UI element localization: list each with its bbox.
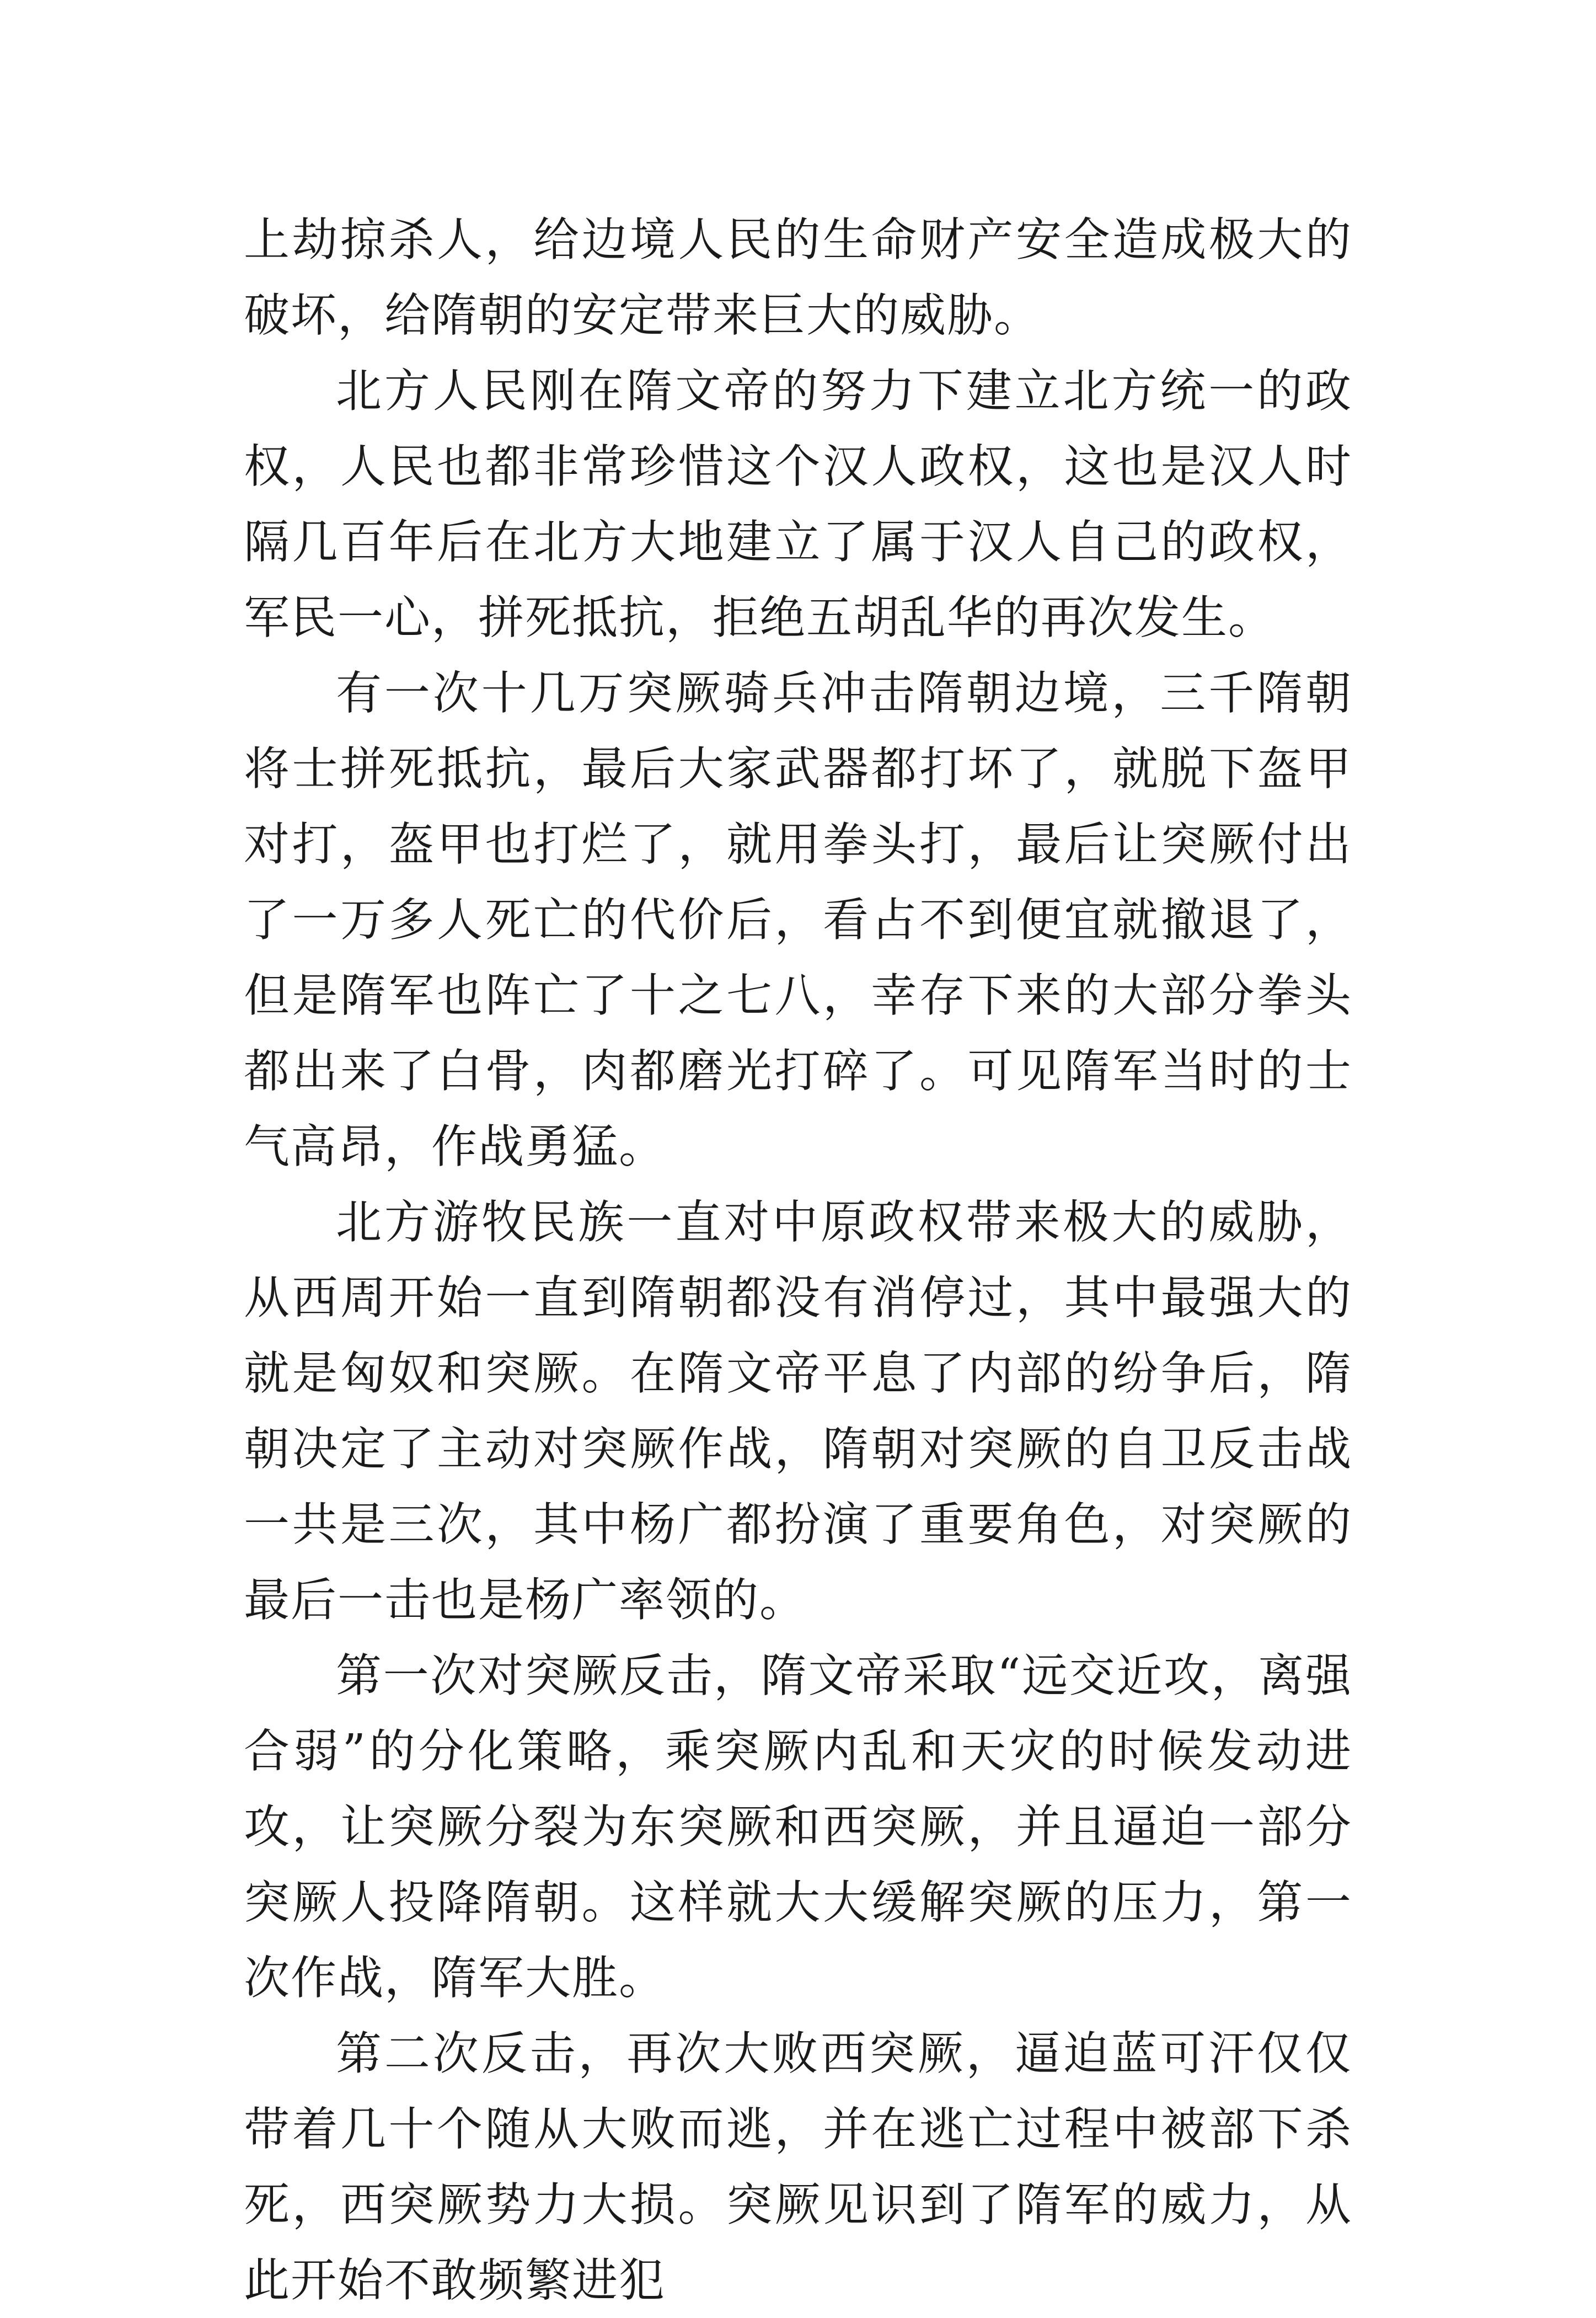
paragraph-continued: 上劫掠杀人，给边境人民的生命财产安全造成极大的破坏，给隋朝的安定带来巨大的威胁。 xyxy=(244,213,1352,342)
paragraph: 第二次反击，再次大败西突厥，逼迫蓝可汗仅仅带着几十个随从大败而逃，并在逃亡过程中被部下杀死，西突厥势力大损。突厥见识到了隋军的威力，从此开始不敢频繁进犯 xyxy=(244,2027,1352,2307)
body-text xyxy=(244,202,1352,2318)
paragraph: 第一次对突厥反击，隋文帝采取“远交近攻，离强合弱”的分化策略，乘突厥内乱和天灾的时候发动进攻，让突厥分裂为东突厥和西突厥，并且逼迫一部分突厥人投降隋朝。这样就大大缓解突厥的压力，第一次作战，隋军大胜。 xyxy=(244,1649,1352,2005)
paragraph: 北方游牧民族一直对中原政权带来极大的威胁，从西周开始一直到隋朝都没有消停过，其中最强大的就是匈奴和突厥。在隋文帝平息了内部的纷争后，隋朝决定了主动对突厥作战，隋朝对突厥的自卫反击战一共是三次，其中杨广都扮演了重要角色，对突厥的最后一击也是杨广率领的。 xyxy=(244,1195,1352,1627)
paragraph: 北方人民刚在隋文帝的努力下建立北方统一的政权，人民也都非常珍惜这个汉人政权，这也是汉人时隔几百年后在北方大地建立了属于汉人自己的政权，军民一心，拼死抵抗，拒绝五胡乱华的再次发生。 xyxy=(244,364,1352,644)
paragraph: 有一次十几万突厥骑兵冲击隋朝边境，三千隋朝将士拼死抵抗，最后大家武器都打坏了，就脱下盔甲对打，盔甲也打烂了，就用拳头打，最后让突厥付出了一万多人死亡的代价后，看占不到便宜就撤退了，但是隋军也阵亡了十之七八，幸存下来的大部分拳头都出来了白骨，肉都磨光打碎了。可见隋军当时的士气高昂，作战勇猛。 xyxy=(244,666,1352,1173)
